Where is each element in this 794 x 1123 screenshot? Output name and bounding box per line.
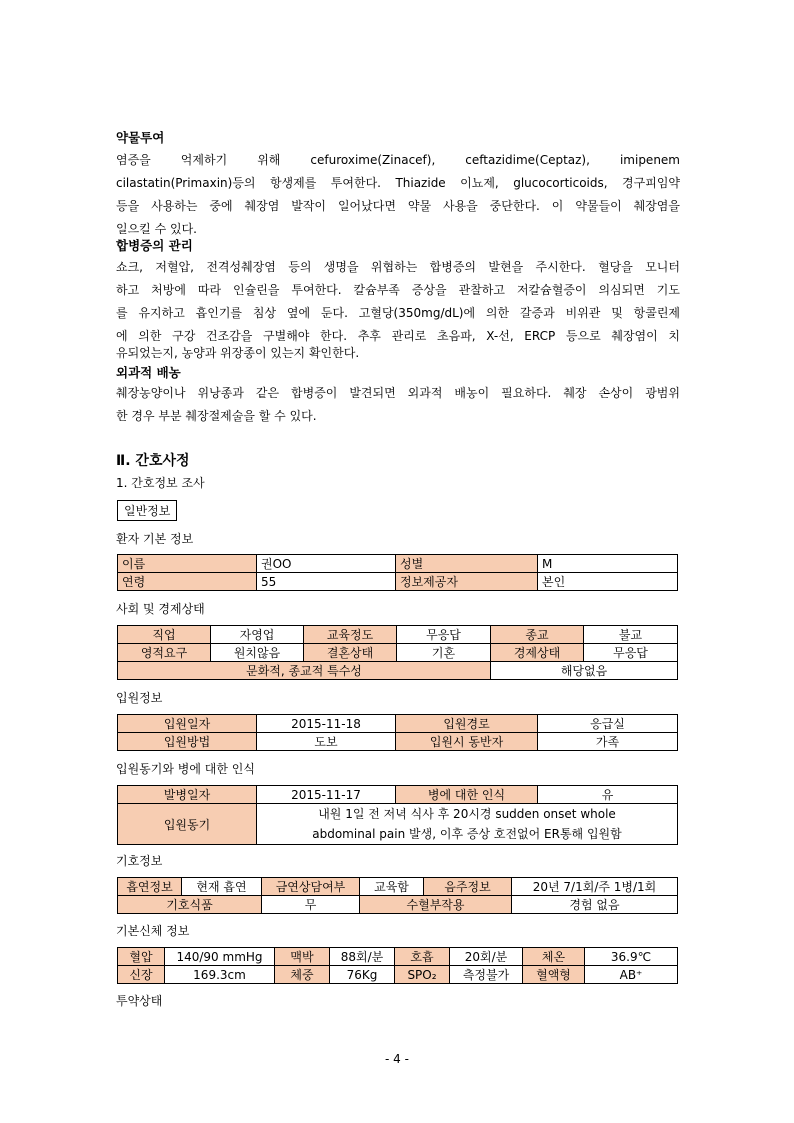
table-cell: 169.3cm — [165, 966, 275, 984]
table-row — [118, 662, 678, 680]
table-cell: 20년 7/1회/주 1병/1회 — [512, 878, 678, 896]
table-cell: 음주정보 — [424, 878, 512, 896]
table-row — [118, 786, 678, 804]
admission-table — [117, 714, 678, 751]
table-cell: 자영업 — [211, 626, 304, 644]
table-cell: 권OO — [257, 555, 396, 573]
complication-line-1: 쇼크, 저혈압, 전격성췌장염 등의 생명을 위협하는 합병증의 발현을 주시한다. 혈당을 모니터 — [116, 260, 680, 274]
table-cell: 혈압 — [118, 948, 165, 966]
table-row — [118, 715, 678, 733]
table-cell: 88회/분 — [330, 948, 395, 966]
table-cell: 경제상태 — [491, 644, 584, 662]
table-cell: 입원방법 — [118, 733, 257, 751]
subsection-title: 1. 간호정보 조사 — [116, 476, 205, 490]
table-cell: 맥박 — [275, 948, 330, 966]
motive-text-line-1: 내원 1일 전 저녁 식사 후 20시경 sudden onset whole — [318, 807, 616, 821]
table-cell: 종교 — [491, 626, 584, 644]
table-cell: 무 — [262, 896, 360, 914]
table-cell: 입원시 동반자 — [396, 733, 538, 751]
table-cell: 교육정도 — [304, 626, 397, 644]
table-row — [118, 804, 678, 845]
table-cell: 흡연정보 — [118, 878, 182, 896]
admission-label: 입원정보 — [116, 691, 163, 705]
preference-label: 기호정보 — [116, 854, 163, 868]
table-cell: 가족 — [538, 733, 678, 751]
table-cell: 발병일자 — [118, 786, 257, 804]
table-cell: 정보제공자 — [396, 573, 538, 591]
table-cell: 140/90 mmHg — [165, 948, 275, 966]
table-row — [118, 733, 678, 751]
table-cell: 기혼 — [397, 644, 491, 662]
table-cell: 해당없음 — [491, 662, 678, 680]
drug-heading: 약물투여 — [116, 130, 165, 145]
table-cell: 무응답 — [397, 626, 491, 644]
motive-text-line-2: abdominal pain 발생, 이후 증상 호전없어 ER통해 입원함 — [312, 827, 622, 841]
social-label: 사회 및 경제상태 — [116, 602, 205, 616]
table-cell — [257, 804, 678, 845]
table-cell: 응급실 — [538, 715, 678, 733]
body-info-table — [117, 947, 678, 984]
preference-table — [117, 877, 678, 914]
table-cell: 이름 — [118, 555, 257, 573]
table-row — [118, 896, 678, 914]
table-cell: 경험 없음 — [512, 896, 678, 914]
table-cell: 혈액형 — [523, 966, 585, 984]
table-row — [118, 626, 678, 644]
table-cell: 체중 — [275, 966, 330, 984]
table-cell: 55 — [257, 573, 396, 591]
table-cell: 영적요구 — [118, 644, 211, 662]
table-cell: 불교 — [584, 626, 678, 644]
basic-info-table — [117, 554, 678, 591]
social-table — [117, 625, 678, 680]
table-cell: 입원일자 — [118, 715, 257, 733]
table-cell: 성별 — [396, 555, 538, 573]
table-row — [118, 573, 678, 591]
table-cell: 20회/분 — [450, 948, 523, 966]
table-row — [118, 948, 678, 966]
table-cell: 입원동기 — [118, 804, 257, 845]
section-title: Ⅱ. 간호사정 — [116, 453, 190, 469]
table-cell: 도보 — [257, 733, 396, 751]
drug-line-4: 일으킬 수 있다. — [116, 222, 197, 236]
table-cell: 무응답 — [584, 644, 678, 662]
table-cell: 호흡 — [395, 948, 450, 966]
table-cell: 결혼상태 — [304, 644, 397, 662]
drug-line-3: 등을 사용하는 중에 췌장염 발작이 일어났다면 약물 사용을 중단한다. 이 약물들이 췌장염을 — [116, 199, 680, 213]
table-cell: 체온 — [523, 948, 585, 966]
table-cell: 본인 — [538, 573, 678, 591]
basic-info-label: 환자 기본 정보 — [116, 532, 194, 546]
table-cell: 금연상담여부 — [262, 878, 360, 896]
table-cell: SPO₂ — [395, 966, 450, 984]
surgery-line-1: 췌장농양이나 위낭종과 같은 합병증이 발견되면 외과적 배농이 필요하다. 췌장 손상이 광범위 — [116, 386, 680, 400]
motive-table — [117, 785, 678, 845]
complication-line-5: 유되었는지, 농양과 위장종이 있는지 확인한다. — [116, 346, 360, 360]
table-cell: 수혈부작용 — [360, 896, 512, 914]
table-cell: 직업 — [118, 626, 211, 644]
table-cell: 유 — [538, 786, 678, 804]
table-cell: 2015-11-17 — [257, 786, 396, 804]
table-cell: 현재 흡연 — [182, 878, 262, 896]
body-info-label: 기본신체 정보 — [116, 924, 190, 938]
table-cell: 병에 대한 인식 — [396, 786, 538, 804]
table-cell: 교육함 — [360, 878, 424, 896]
table-cell: 36.9℃ — [585, 948, 678, 966]
table-cell: M — [538, 555, 678, 573]
table-cell: 기호식품 — [118, 896, 262, 914]
page-number: - 4 - — [385, 1052, 409, 1066]
surgery-line-2: 한 경우 부분 췌장절제술을 할 수 있다. — [116, 409, 317, 423]
table-cell: 측정불가 — [450, 966, 523, 984]
table-cell: 입원경로 — [396, 715, 538, 733]
table-row — [118, 644, 678, 662]
motive-label: 입원동기와 병에 대한 인식 — [116, 762, 255, 776]
complication-line-4: 에 의한 구강 건조감을 구별해야 한다. 추후 관리로 초음파, X-선, ERCP 등으로 췌장염이 치 — [116, 329, 680, 343]
table-row — [118, 966, 678, 984]
table-cell: 문화적, 종교적 특수성 — [118, 662, 491, 680]
drug-line-1: 염증을 억제하기 위해 cefuroxime(Zinacef), ceftazidime(Ceptaz), imipenem — [116, 153, 680, 167]
table-cell: 원치않음 — [211, 644, 304, 662]
table-row — [118, 878, 678, 896]
table-cell: 신장 — [118, 966, 165, 984]
table-cell: 연령 — [118, 573, 257, 591]
surgery-heading: 외과적 배농 — [116, 365, 181, 380]
table-cell: 76Kg — [330, 966, 395, 984]
drug-line-2: cilastatin(Primaxin)등의 항생제를 투여한다. Thiazide 이뇨제, glucocorticoids, 경구피임약 — [116, 176, 680, 190]
table-cell: 2015-11-18 — [257, 715, 396, 733]
table-row — [118, 555, 678, 573]
complication-line-2: 하고 처방에 따라 인슐린을 투여한다. 칼슘부족 증상을 관찰하고 저칼슘혈증이 의심되면 기도 — [116, 283, 680, 297]
medication-label: 투약상태 — [116, 994, 163, 1008]
complication-heading: 합병증의 관리 — [116, 238, 193, 253]
complication-line-3: 를 유지하고 흡인기를 침상 옆에 둔다. 고혈당(350mg/dL)에 의한 갈증과 비위관 및 항콜린제 — [116, 306, 680, 320]
general-info-box: 일반정보 — [117, 500, 177, 521]
table-cell: AB⁺ — [585, 966, 678, 984]
